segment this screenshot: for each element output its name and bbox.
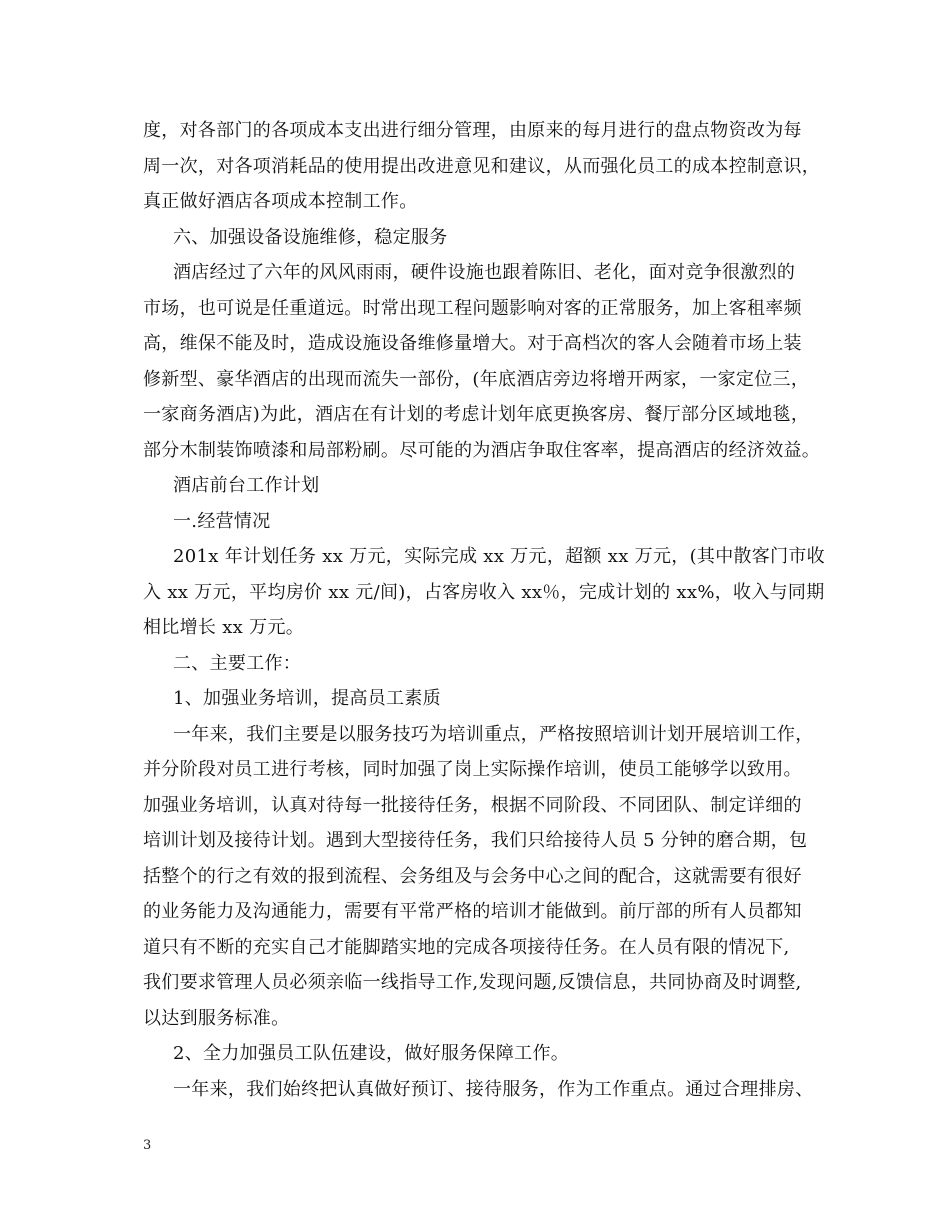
text-line: 以达到服务标准。 — [143, 1007, 290, 1029]
text-line: 并分阶段对员工进行考核，同时加强了岗上实际操作培训，使员工能够学以致用。 — [143, 759, 802, 780]
text-line: 培训计划及接待计划。遇到大型接待任务，我们只给接待人员 5 分钟的磨合期，包 — [143, 830, 808, 851]
text-line: 真正做好酒店各项成本控制工作。 — [143, 191, 418, 212]
text-line: 道只有不断的充实自己才能脚踏实地的完成各项接待任务。在人员有限的情况下, — [143, 936, 790, 958]
text-line: 一年来，我们主要是以服务技巧为培训重点，严格按照培训计划开展培训工作， — [173, 723, 814, 745]
text-line: 一家商务酒店)为此，酒店在有计划的考虑计划年底更换客房、餐厅部分区域地毯， — [143, 404, 810, 425]
text-line: 加强业务培训，认真对待每一批接待任务，根据不同阶段、不同团队、制定详细的 — [143, 794, 802, 816]
text-line: 二、主要工作： — [173, 652, 302, 674]
text-line: 部分木制装饰喷漆和局部粉刷。尽可能的为酒店争取住客率，提高酒店的经济效益。 — [143, 439, 821, 461]
text-line: 我们要求管理人员必须亲临一线指导工作,发现问题,反馈信息，共同协商及时调整, — [143, 972, 802, 993]
document-body — [143, 113, 823, 1107]
text-line: 一年来，我们始终把认真做好预订、接待服务，作为工作重点。通过合理排房、 — [173, 1078, 814, 1100]
text-line: 1、加强业务培训，提高员工素质 — [173, 688, 441, 709]
text-line: 周一次，对各项消耗品的使用提出改进意见和建议，从而强化员工的成本控制意识， — [143, 155, 821, 177]
text-line: 度，对各部门的各项成本支出进行细分管理，由原来的每月进行的盘点物资改为每 — [143, 120, 802, 141]
text-line: 酒店经过了六年的风风雨雨，硬件设施也跟着陈旧、老化，面对竞争很激烈的 — [173, 262, 796, 283]
text-line: 相比增长 xx 万元。 — [143, 617, 305, 638]
text-line: 括整个的行之有效的报到流程、会务组及与会务中心之间的配合，这就需要有很好 — [143, 865, 802, 887]
text-line: 六、加强设备设施维修，稳定服务 — [173, 226, 448, 248]
text-line: 入 xx 万元，平均房价 xx 元/间)，占客房收入 xx％，完成计划的 xx%，收入与同期 — [143, 581, 825, 603]
text-line: 酒店前台工作计划 — [173, 475, 320, 496]
page-number: 3 — [143, 1138, 152, 1153]
text-line: 高，维保不能及时，造成设施设备维修量增大。对于高档次的客人会随着市场上装 — [143, 333, 802, 354]
text-line: 修新型、豪华酒店的出现而流失一部份，(年底酒店旁边将增开两家，一家定位三， — [143, 368, 810, 390]
text-line: 2、全力加强员工队伍建设，做好服务保障工作。 — [173, 1043, 570, 1064]
text-line: 201x 年计划任务 xx 万元，实际完成 xx 万元，超额 xx 万元，(其中散客门市收 — [173, 546, 825, 567]
text-line: 的业务能力及沟通能力，需要有平常严格的培训才能做到。前厅部的所有人员都知 — [143, 901, 802, 922]
text-line: 一.经营情况 — [173, 510, 271, 532]
text-line: 市场，也可说是任重道远。时常出现工程问题影响对客的正常服务，加上客租率频 — [143, 297, 802, 319]
